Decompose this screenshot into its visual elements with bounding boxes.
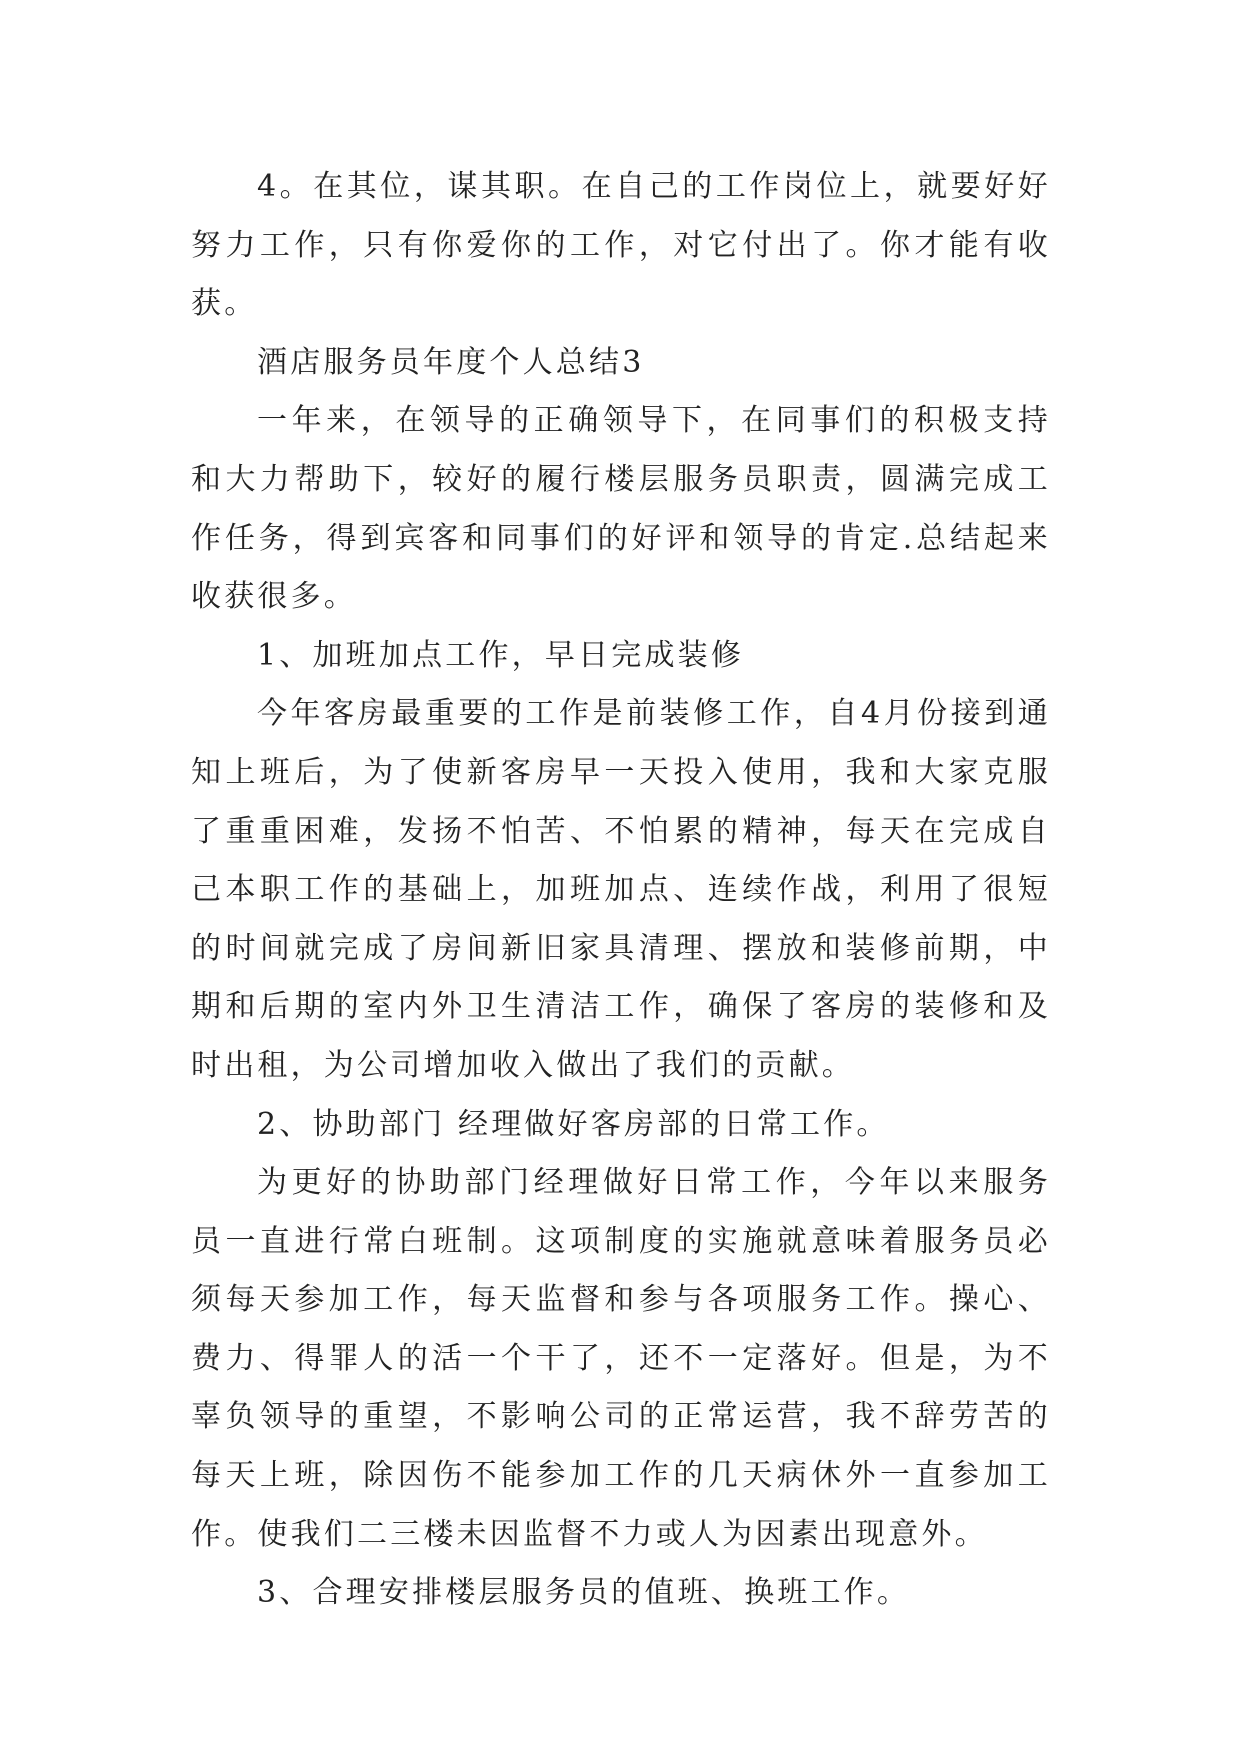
paragraph-intro: 一年来，在领导的正确领导下，在同事们的积极支持和大力帮助下，较好的履行楼层服务员职责，圆满完成工作任务，得到宾客和同事们的好评和领导的肯定.总结起来收获很多。 bbox=[191, 403, 1051, 615]
paragraph-point-4: 4。在其位，谋其职。在自己的工作岗位上，就要好好努力工作，只有你爱你的工作，对它付出了。你才能有收获。 bbox=[191, 169, 1051, 322]
document-body bbox=[191, 158, 1051, 1623]
paragraph-renovation: 今年客房最重要的工作是前装修工作，自4月份接到通知上班后，为了使新客房早一天投入使用，我和大家克服了重重困难，发扬不怕苦、不怕累的精神，每天在完成自己本职工作的基础上，加班加点、连续作战，利用了很短的时间就完成了房间新旧家具清理、摆放和装修前期，中期和后期的室内外卫生清洁工作，确保了客房的装修和及时出租，为公司增加收入做出了我们的贡献。 bbox=[191, 696, 1051, 1083]
subheading-2: 2、协助部门 经理做好客房部的日常工作。 bbox=[257, 1106, 890, 1142]
subheading-1: 1、加班加点工作，早日完成装修 bbox=[257, 637, 745, 673]
section-heading: 酒店服务员年度个人总结3 bbox=[257, 344, 645, 380]
subheading-3: 3、合理安排楼层服务员的值班、换班工作。 bbox=[257, 1575, 911, 1611]
paragraph-daily-work: 为更好的协助部门经理做好日常工作，今年以来服务员一直进行常白班制。这项制度的实施就意味着服务员必须每天参加工作，每天监督和参与各项服务工作。操心、费力、得罪人的活一个干了，还不一定落好。但是，为不辜负领导的重望，不影响公司的正常运营，我不辞劳苦的每天上班，除因伤不能参加工作的几天病休外一直参加工作。使我们二三楼未因监督不力或人为因素出现意外。 bbox=[191, 1165, 1051, 1552]
